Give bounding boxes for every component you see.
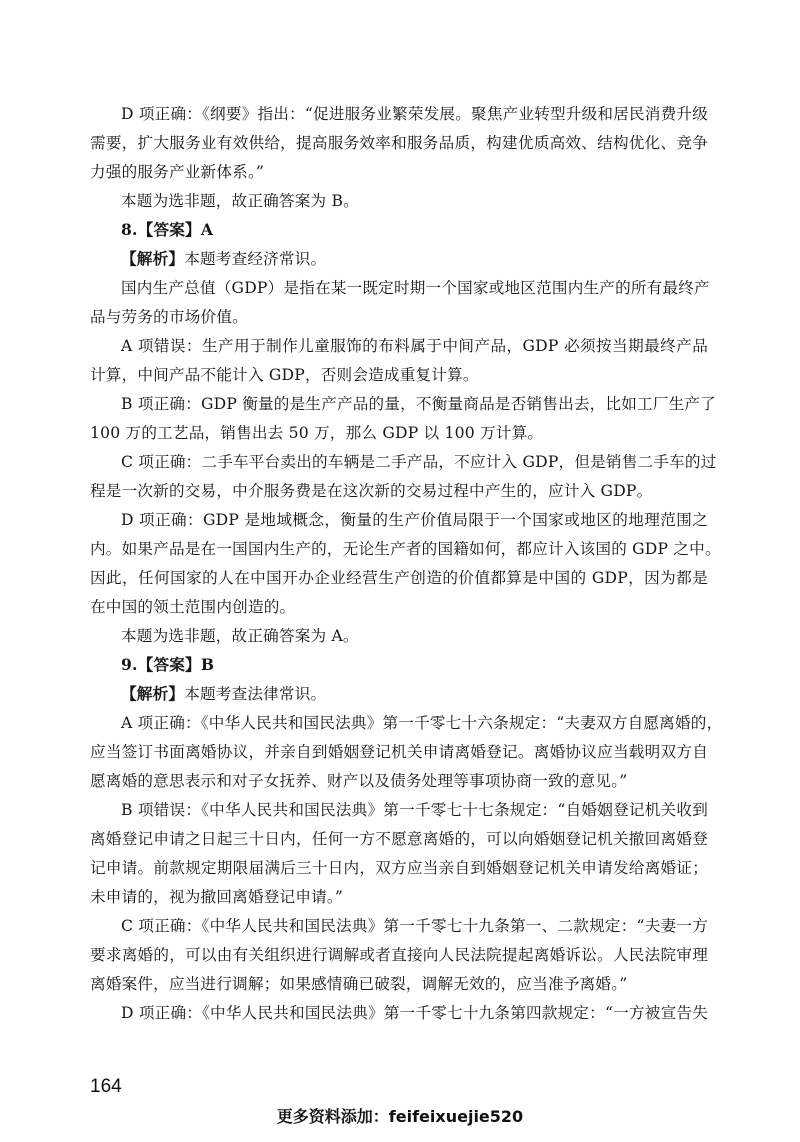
page-number: 164	[90, 1076, 122, 1097]
text-line: 8.【答案】A	[121, 220, 214, 239]
text-line: A 项正确：《中华人民共和国民法典》第一千零七十六条规定：“夫妻双方自愿离婚的，	[121, 714, 723, 732]
text-line: 9.【答案】B	[121, 655, 215, 674]
text-line: 离婚案件，应当进行调解；如果感情确已破裂，调解无效的，应当准予离婚。”	[90, 975, 628, 993]
text-line: B 项正确：GDP 衡量的是生产产品的量，不衡量商品是否销售出去，比如工厂生产了	[121, 395, 717, 413]
text-line: 在中国的领土范围内创造的。	[90, 598, 296, 616]
text-line: 品与劳务的市场价值。	[90, 308, 248, 326]
text-line: 本题为选非题，故正确答案为 B。	[121, 192, 359, 210]
text-line: 记申请。前款规定期限届满后三十日内，双方应当亲自到婚姻登记机关申请发给离婚证；	[90, 859, 708, 877]
text-line: 内。如果产品是在一国国内生产的，无论生产者的国籍如何，都应计入该国的 GDP 之中。	[90, 540, 721, 558]
text-line: 离婚登记申请之日起三十日内，任何一方不愿意离婚的，可以向婚姻登记机关撤回离婚登	[90, 830, 708, 848]
text-line: B 项错误：《中华人民共和国民法典》第一千零七十七条规定：“自婚姻登记机关收到	[121, 801, 708, 819]
text-line: 100 万的工艺品，销售出去 50 万，那么 GDP 以 100 万计算。	[90, 424, 544, 442]
text-line: 应当签订书面离婚协议，并亲自到婚姻登记机关申请离婚登记。离婚协议应当载明双方自	[90, 743, 708, 761]
text-line: 【解析】本题考查法律常识。	[121, 684, 327, 703]
text-line: D 项正确：《中华人民共和国民法典》第一千零七十九条第四款规定：“一方被宣告失	[121, 1004, 708, 1022]
text-line: A 项错误：生产用于制作儿童服饰的布料属于中间产品，GDP 必须按当期最终产品	[121, 337, 708, 355]
text-line: D 项正确：GDP 是地域概念，衡量的生产价值局限于一个国家或地区的地理范围之	[121, 511, 708, 529]
text-line: 因此，任何国家的人在中国开办企业经营生产创造的价值都算是中国的 GDP，因为都是	[90, 569, 708, 587]
text-line: 未申请的，视为撤回离婚登记申请。”	[90, 888, 344, 906]
text-line: 愿离婚的意思表示和对子女抚养、财产以及债务处理等事项协商一致的意见。”	[90, 772, 628, 790]
text-line: 力强的服务产业新体系。”	[90, 163, 265, 181]
text-line: C 项正确：《中华人民共和国民法典》第一千零七十九条第一、二款规定：“夫妻一方	[121, 917, 708, 935]
text-line: 国内生产总值（GDP）是指在某一既定时期一个国家或地区范围内生产的所有最终产	[121, 279, 710, 297]
footer-note: 更多资料添加：feifeixuejie520	[276, 1107, 524, 1126]
text-line: 要求离婚的，可以由有关组织进行调解或者直接向人民法院提起离婚诉讼。人民法院审理	[90, 946, 708, 964]
text-line: 需要，扩大服务业有效供给，提高服务效率和服务品质，构建优质高效、结构优化、竞争	[90, 134, 708, 152]
text-line: C 项正确：二手车平台卖出的车辆是二手产品，不应计入 GDP，但是销售二手车的过	[121, 453, 717, 471]
text-line: 计算，中间产品不能计入 GDP，否则会造成重复计算。	[90, 366, 479, 384]
text-line: 本题为选非题，故正确答案为 A。	[121, 627, 359, 645]
text-line: D 项正确：《纲要》指出：“促进服务业繁荣发展。聚焦产业转型升级和居民消费升级	[121, 105, 708, 123]
text-line: 程是一次新的交易，中介服务费是在这次新的交易过程中产生的，应计入 GDP。	[90, 482, 653, 500]
text-line: 【解析】本题考查经济常识。	[121, 249, 327, 268]
